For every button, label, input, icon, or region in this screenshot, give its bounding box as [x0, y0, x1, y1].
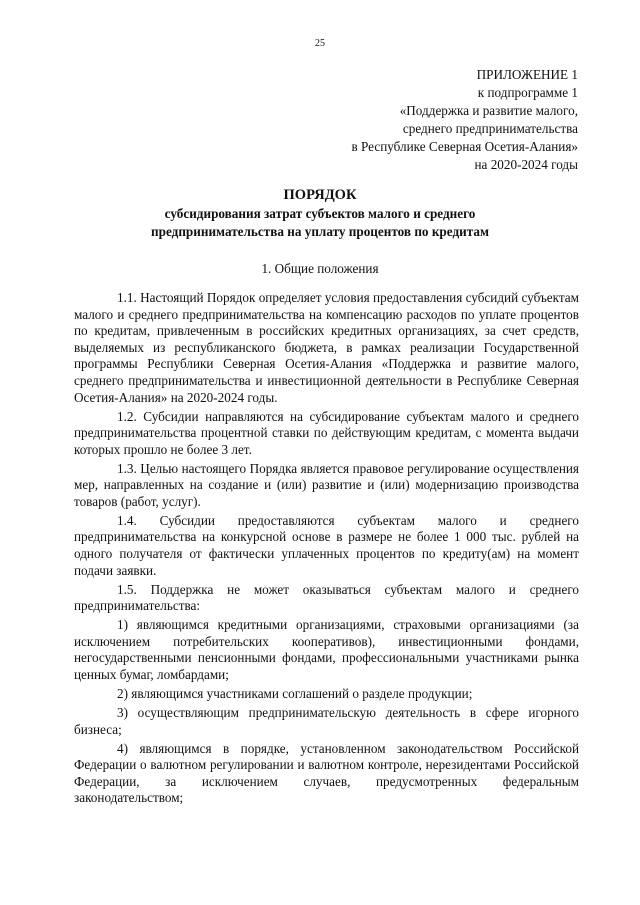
title-main: ПОРЯДОК: [283, 187, 357, 203]
paragraph-1-5: 1.5. Поддержка не может оказываться субъектам малого и среднего предпринимательства:: [74, 581, 579, 614]
section-heading: 1. Общие положения: [261, 261, 379, 276]
list-item-1: 1) являющимся кредитными организациями, страховыми организациями (за исключением потребительских кооперативов), инвестиционными фондами, негосударственными пенсионными фондами, профессиональными участниками рынка ценных бумаг, ломбардами;: [74, 617, 579, 683]
appendix-line: к подпрограмме 1: [477, 85, 578, 100]
title-sub-line: субсидирования затрат субъектов малого и среднего: [164, 206, 476, 221]
paragraph-1-1: 1.1. Настоящий Порядок определяет условия предоставления субсидий субъектам малого и среднего предпринимательства на компенсацию расходов по уплате процентов по кредитам, привлеченным в российских кредитных организациях, за счет средств, выделяемых из республиканского бюджета, в рамках реализации Государственной программы Республики Северная Осетия-Алания «Поддержка и развитие малого, среднего предпринимательства и инвестиционной деятельности в Республике Северная Осетия-Алания» на 2020-2024 годы.: [74, 290, 579, 405]
paragraph-1-3: 1.3. Целью настоящего Порядка является правовое регулирование осуществления мер, направленных на создание и (или) развитие и (или) модернизацию производства товаров (работ, услуг).: [74, 460, 579, 509]
list-item-2: 2) являющимся участниками соглашений о разделе продукции;: [117, 686, 473, 701]
appendix-line: среднего предпринимательства: [402, 121, 578, 136]
appendix-line: в Республике Северная Осетия-Алания»: [351, 139, 578, 154]
title-sub-line: предпринимательства на уплату процентов по кредитам: [151, 224, 489, 239]
paragraph-1-2: 1.2. Субсидии направляются на субсидирование субъектам малого и среднего предпринимательства процентной ставки по действующим кредитам, с момента выдачи которых прошло не более 3 лет.: [74, 408, 579, 457]
list-item-4: 4) являющимся в порядке, установленном законодательством Российской Федерации о валютном регулировании и валютном контроле, нерезидентами Российской Федерации, за исключением случаев, предусмотренных федеральным законодательством;: [74, 740, 579, 806]
page-number: 25: [315, 38, 325, 49]
appendix-line: ПРИЛОЖЕНИЕ 1: [476, 67, 578, 82]
paragraph-1-4: 1.4. Субсидии предоставляются субъектам малого и среднего предпринимательства на конкурсной основе в размере не более 1 000 тыс. рублей на одного получателя от фактически уплаченных процентов по кредиту(ам) на момент подачи заявки.: [74, 512, 579, 578]
list-item-3: 3) осуществляющим предпринимательскую деятельность в сфере игорного бизнеса;: [74, 704, 579, 737]
document-title: [0, 186, 640, 241]
appendix-line: на 2020-2024 годы: [474, 157, 578, 172]
appendix-line: «Поддержка и развитие малого,: [399, 103, 578, 118]
appendix-header: [351, 66, 578, 174]
document-body: [74, 290, 579, 809]
